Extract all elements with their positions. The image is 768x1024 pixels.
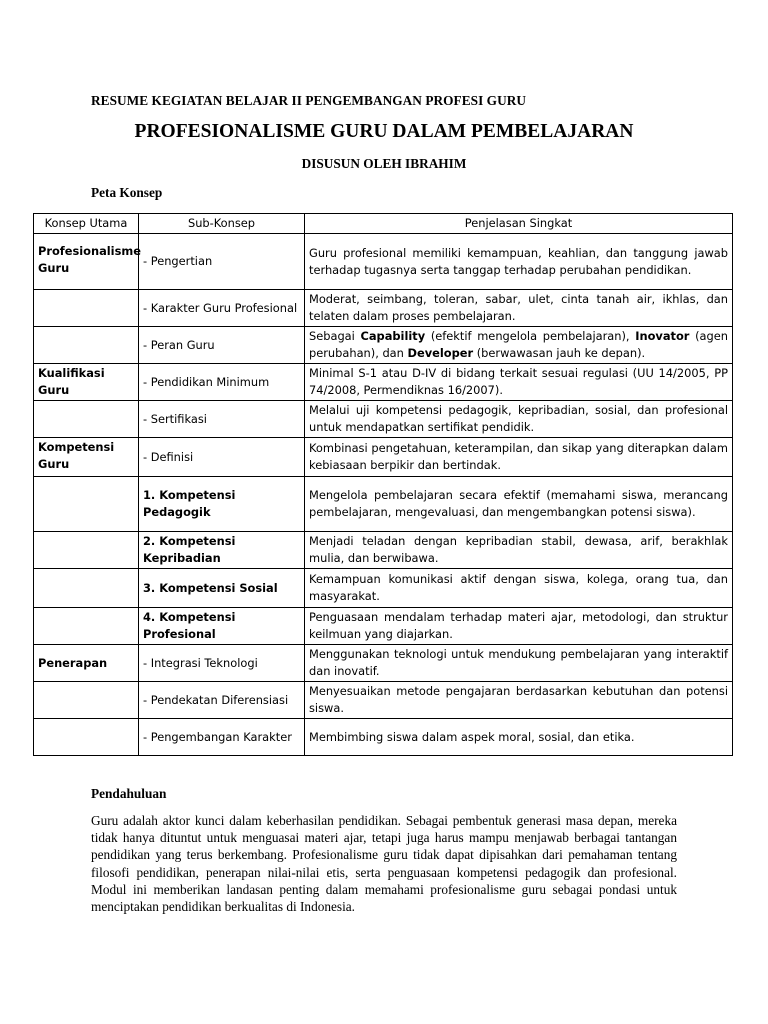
table-row: [34, 608, 733, 645]
description-cell: Moderat, seimbang, toleran, sabar, ulet, cinta tanah air, ikhlas, dan telaten dalam proses pembelajaran.: [305, 290, 733, 327]
description-cell: Guru profesional memiliki kemampuan, keahlian, dan tanggung jawab terhadap tugasnya serta tanggap terhadap perubahan pendidikan.: [305, 234, 733, 290]
main-concept-cell: [34, 327, 139, 364]
concept-map-label: Peta Konsep: [91, 185, 163, 200]
table-row: [34, 327, 733, 364]
description-text: Sebagai: [309, 329, 361, 343]
main-concept-cell: [34, 290, 139, 327]
table-row: [34, 401, 733, 438]
description-cell: Minimal S-1 atau D-IV di bidang terkait sesuai regulasi (UU 14/2005, PP 74/2008, Permendiknas 16/2007).: [305, 364, 733, 401]
section-heading-introduction: Pendahuluan: [91, 786, 167, 801]
description-keyword: Capability: [360, 329, 426, 343]
column-header: Sub-Konsep: [139, 214, 305, 234]
table-row: [34, 364, 733, 401]
main-concept-cell: Penerapan: [34, 645, 139, 682]
column-header: Penjelasan Singkat: [305, 214, 733, 234]
main-concept-cell: Kompetensi Guru: [34, 438, 139, 477]
table-row: [34, 719, 733, 756]
sub-concept-cell: 3. Kompetensi Sosial: [139, 569, 305, 608]
concept-map-table: [33, 213, 733, 756]
main-concept-cell: [34, 682, 139, 719]
sub-concept-cell: 4. Kompetensi Profesional: [139, 608, 305, 645]
table-row: [34, 682, 733, 719]
main-concept-cell: [34, 608, 139, 645]
description-text: (efektif mengelola pembelajaran),: [425, 329, 636, 343]
table-row: [34, 438, 733, 477]
table-row: [34, 234, 733, 290]
sub-concept-cell: - Peran Guru: [139, 327, 305, 364]
description-cell: Penguasaan mendalam terhadap materi ajar, metodologi, dan struktur keilmuan yang diajarkan.: [305, 608, 733, 645]
description-cell: Mengelola pembelajaran secara efektif (memahami siswa, merancang pembelajaran, mengevaluasi, dan mengembangkan potensi siswa).: [305, 477, 733, 532]
sub-concept-cell: - Karakter Guru Profesional: [139, 290, 305, 327]
description-cell: Menyesuaikan metode pengajaran berdasarkan kebutuhan dan potensi siswa.: [305, 682, 733, 719]
description-cell: Menjadi teladan dengan kepribadian stabil, dewasa, arif, berakhlak mulia, dan berwibawa.: [305, 532, 733, 569]
sub-concept-cell: - Pengertian: [139, 234, 305, 290]
description-keyword: Inovator: [635, 329, 690, 343]
sub-concept-cell: - Pendekatan Diferensiasi: [139, 682, 305, 719]
main-concept-cell: [34, 719, 139, 756]
main-concept-cell: [34, 401, 139, 438]
description-cell: Melalui uji kompetensi pedagogik, kepribadian, sosial, dan profesional untuk mendapatkan sertifikat pendidik.: [305, 401, 733, 438]
sub-concept-cell: - Pengembangan Karakter: [139, 719, 305, 756]
document-author: DISUSUN OLEH IBRAHIM: [301, 156, 467, 171]
main-concept-cell: [34, 477, 139, 532]
table-row: [34, 290, 733, 327]
table-row: [34, 645, 733, 682]
table-header-row: [34, 214, 733, 234]
table-row: [34, 532, 733, 569]
document-subtitle: RESUME KEGIATAN BELAJAR II PENGEMBANGAN PROFESI GURU: [91, 93, 527, 108]
sub-concept-cell: 1. Kompetensi Pedagogik: [139, 477, 305, 532]
description-text: (berwawasan jauh ke depan).: [473, 346, 646, 360]
description-keyword: Developer: [407, 346, 474, 360]
description-cell: Membimbing siswa dalam aspek moral, sosial, dan etika.: [305, 719, 733, 756]
table-row: [34, 477, 733, 532]
description-cell: Kemampuan komunikasi aktif dengan siswa, kolega, orang tua, dan masyarakat.: [305, 569, 733, 608]
column-header: Konsep Utama: [34, 214, 139, 234]
sub-concept-cell: - Pendidikan Minimum: [139, 364, 305, 401]
description-cell: Menggunakan teknologi untuk mendukung pembelajaran yang interaktif dan inovatif.: [305, 645, 733, 682]
main-concept-cell: [34, 532, 139, 569]
sub-concept-cell: - Integrasi Teknologi: [139, 645, 305, 682]
table-row: [34, 569, 733, 608]
sub-concept-cell: - Definisi: [139, 438, 305, 477]
main-concept-cell: Kualifikasi Guru: [34, 364, 139, 401]
introduction-paragraph: Guru adalah aktor kunci dalam keberhasilan pendidikan. Sebagai pembentuk generasi masa depan, mereka tidak hanya dituntut untuk menguasai materi ajar, tetapi juga harus mampu menjawab berbagai tantangan pendidikan yang terus berkembang. Profesionalisme guru tidak dapat dipisahkan dari pemahaman tentang filosofi pendidikan, penerapan nilai-nilai etis, serta penguasaan kompetensi pedagogik dan profesional. Modul ini memberikan landasan penting dalam memahami profesionalisme guru sebagai pondasi untuk menciptakan pendidikan berkualitas di Indonesia.: [91, 813, 677, 915]
description-cell: [305, 327, 733, 364]
sub-concept-cell: 2. Kompetensi Kepribadian: [139, 532, 305, 569]
main-concept-cell: [34, 569, 139, 608]
sub-concept-cell: - Sertifikasi: [139, 401, 305, 438]
main-concept-cell: Profesionalisme Guru: [34, 234, 139, 290]
description-cell: Kombinasi pengetahuan, keterampilan, dan sikap yang diterapkan dalam kebiasaan berpikir dan bertindak.: [305, 438, 733, 477]
document-title: PROFESIONALISME GURU DALAM PEMBELAJARAN: [134, 121, 634, 142]
description-text: (agen perubahan), dan: [309, 329, 728, 360]
